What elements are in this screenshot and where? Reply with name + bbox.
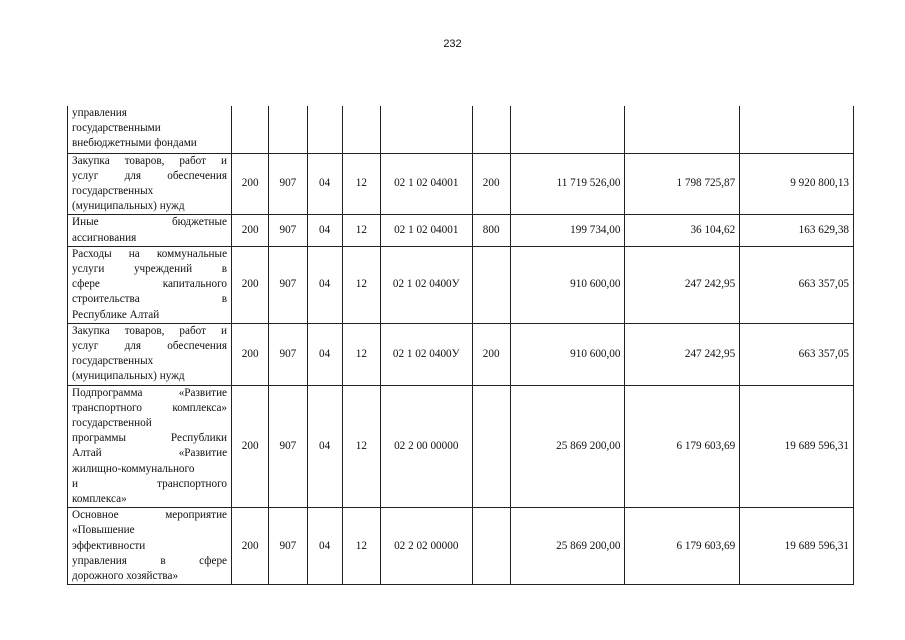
cell-c5 — [380, 106, 472, 153]
cell-v1: 910 600,00 — [510, 323, 625, 385]
cell-c4: 12 — [342, 215, 380, 246]
table-row — [68, 323, 854, 385]
cell-c5: 02 1 02 04001 — [380, 215, 472, 246]
cell-v2: 6 179 603,69 — [625, 508, 740, 585]
page-number: 232 — [443, 38, 462, 50]
row-name-line: программы Республики — [72, 432, 228, 445]
row-name-line: комплекса» — [72, 492, 127, 505]
cell-c2: 907 — [269, 508, 307, 585]
cell-c5: 02 1 02 0400У — [380, 323, 472, 385]
cell-v1: 25 869 200,00 — [510, 385, 625, 508]
cell-c6 — [472, 385, 510, 508]
cell-c6: 200 — [472, 323, 510, 385]
row-name-line: «Повышение — [72, 524, 135, 537]
cell-v3: 19 689 596,31 — [740, 385, 854, 508]
cell-c6 — [472, 246, 510, 323]
cell-v3 — [740, 106, 854, 153]
cell-c3: 04 — [307, 385, 342, 508]
cell-c6: 800 — [472, 215, 510, 246]
cell-v3: 663 357,05 — [740, 246, 854, 323]
cell-c1: 200 — [232, 508, 269, 585]
cell-c1: 200 — [232, 385, 269, 508]
row-name-line: управления — [72, 107, 127, 119]
cell-c2: 907 — [269, 246, 307, 323]
cell-c2: 907 — [269, 215, 307, 246]
cell-c1 — [232, 106, 269, 153]
cell-c1: 200 — [232, 153, 269, 215]
row-name-cell — [68, 508, 232, 585]
cell-v1: 910 600,00 — [510, 246, 625, 323]
row-name-line: ассигнования — [72, 231, 137, 244]
cell-v1: 25 869 200,00 — [510, 508, 625, 585]
row-name-cell — [68, 153, 232, 215]
row-name-line: услуг для обеспечения — [72, 339, 228, 352]
cell-c6 — [472, 106, 510, 153]
budget-table — [67, 106, 854, 585]
row-name-line: государственной — [72, 416, 152, 429]
row-name-line: Республике Алтай — [72, 308, 160, 321]
cell-c2: 907 — [269, 323, 307, 385]
row-name-line: эффективности — [72, 539, 146, 552]
cell-v1 — [510, 106, 625, 153]
cell-v1: 11 719 526,00 — [510, 153, 625, 215]
cell-v3: 9 920 800,13 — [740, 153, 854, 215]
row-name-line: сфере капитального — [72, 278, 228, 291]
cell-c5: 02 2 02 00000 — [380, 508, 472, 585]
table-row — [68, 508, 854, 585]
row-name-cell — [68, 106, 232, 153]
cell-c1: 200 — [232, 246, 269, 323]
cell-c4: 12 — [342, 323, 380, 385]
row-name-line: услуги учреждений в — [72, 262, 228, 275]
row-name-line: Закупка товаров, работ и — [72, 154, 228, 167]
row-name-line: Подпрограмма «Развитие — [72, 386, 228, 399]
cell-c3: 04 — [307, 508, 342, 585]
row-name-line: Иные бюджетные — [72, 216, 228, 229]
row-name-line: транспортного комплекса» — [72, 401, 228, 414]
table-row — [68, 215, 854, 246]
row-name-line: жилищно-коммунального — [72, 462, 195, 475]
cell-v2 — [625, 106, 740, 153]
table-row — [68, 246, 854, 323]
cell-c4: 12 — [342, 246, 380, 323]
row-name-line: Алтай «Развитие — [72, 447, 228, 460]
cell-c2: 907 — [269, 385, 307, 508]
cell-v2: 1 798 725,87 — [625, 153, 740, 215]
row-name-line: (муниципальных) нужд — [72, 200, 185, 213]
cell-c1: 200 — [232, 323, 269, 385]
cell-c5: 02 1 02 04001 — [380, 153, 472, 215]
cell-c3: 04 — [307, 323, 342, 385]
cell-c6 — [472, 508, 510, 585]
cell-c5: 02 1 02 0400У — [380, 246, 472, 323]
cell-v3: 163 629,38 — [740, 215, 854, 246]
cell-c5: 02 2 00 00000 — [380, 385, 472, 508]
cell-c4: 12 — [342, 385, 380, 508]
cell-c4 — [342, 106, 380, 153]
cell-c4: 12 — [342, 508, 380, 585]
cell-c3 — [307, 106, 342, 153]
row-name-line: дорожного хозяйства» — [72, 569, 179, 582]
cell-c1: 200 — [232, 215, 269, 246]
table-row — [68, 106, 854, 153]
table-row — [68, 153, 854, 215]
row-name-cell — [68, 215, 232, 246]
row-name-line: государственных — [72, 184, 154, 197]
row-name-line: управления в сфере — [72, 554, 228, 567]
row-name-cell — [68, 323, 232, 385]
cell-c3: 04 — [307, 153, 342, 215]
cell-v3: 663 357,05 — [740, 323, 854, 385]
row-name-line: Основное мероприятие — [72, 509, 228, 522]
cell-c2: 907 — [269, 153, 307, 215]
cell-v2: 247 242,95 — [625, 246, 740, 323]
row-name-line: Расходы на коммунальные — [72, 247, 228, 260]
cell-c3: 04 — [307, 246, 342, 323]
row-name-line: услуг для обеспечения — [72, 169, 228, 182]
cell-v1: 199 734,00 — [510, 215, 625, 246]
row-name-cell — [68, 246, 232, 323]
row-name-line: (муниципальных) нужд — [72, 370, 185, 383]
row-name-line: государственных — [72, 355, 154, 368]
table-row — [68, 385, 854, 508]
cell-c3: 04 — [307, 215, 342, 246]
row-name-line: и транспортного — [72, 477, 228, 490]
row-name-line: внебюджетными фондами — [72, 137, 197, 150]
cell-v2: 36 104,62 — [625, 215, 740, 246]
cell-v2: 247 242,95 — [625, 323, 740, 385]
row-name-cell — [68, 385, 232, 508]
cell-c6: 200 — [472, 153, 510, 215]
cell-c2 — [269, 106, 307, 153]
row-name-line: строительства в — [72, 293, 228, 306]
cell-v2: 6 179 603,69 — [625, 385, 740, 508]
row-name-line: государственными — [72, 122, 161, 135]
cell-c4: 12 — [342, 153, 380, 215]
cell-v3: 19 689 596,31 — [740, 508, 854, 585]
row-name-line: Закупка товаров, работ и — [72, 324, 228, 337]
